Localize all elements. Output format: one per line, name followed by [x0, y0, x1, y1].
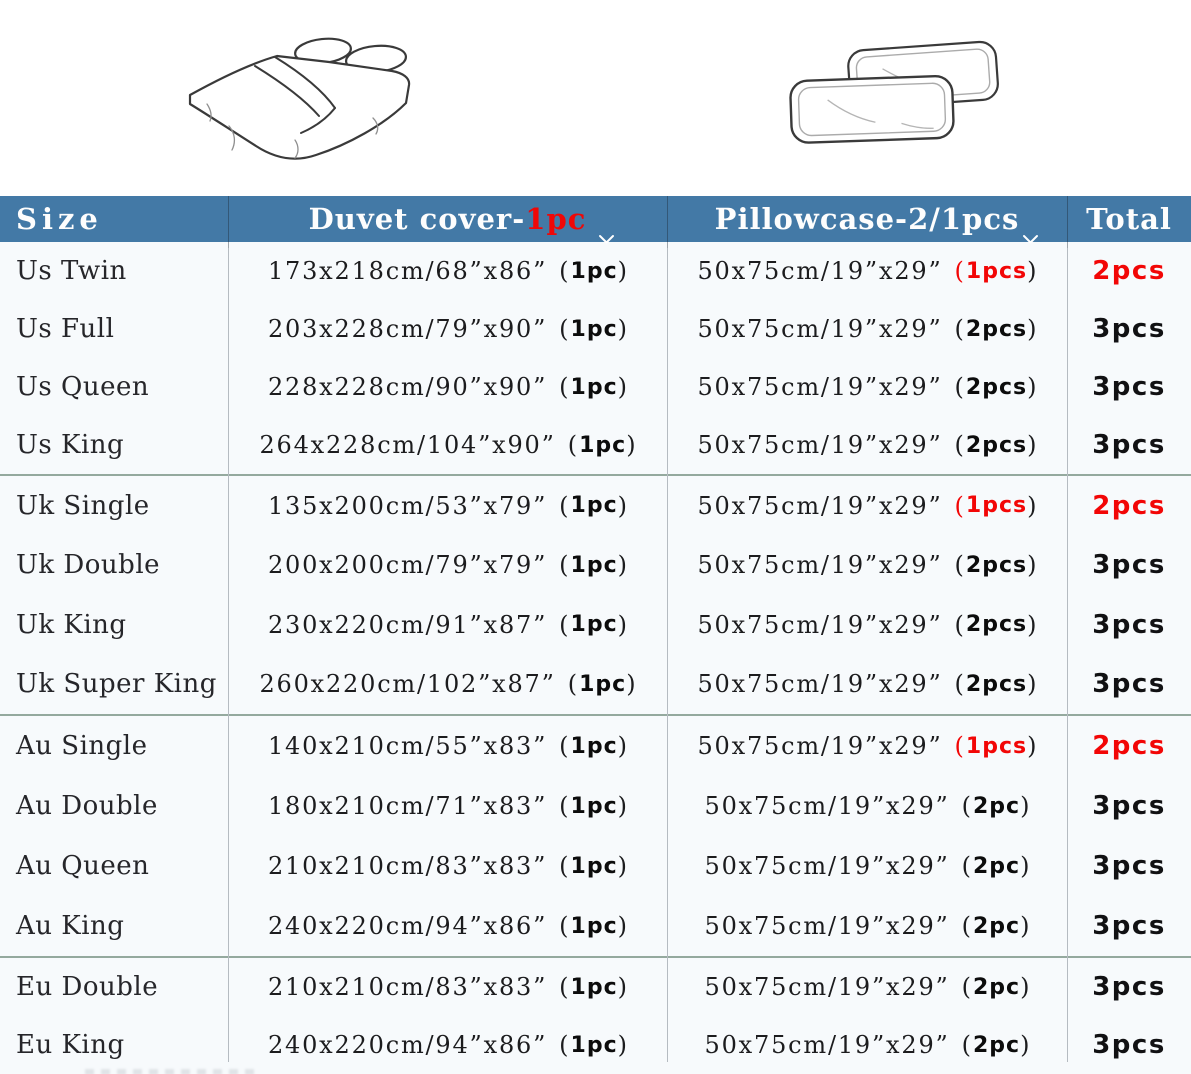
duvet-open-paren: (	[567, 431, 578, 459]
pillowcase-cell	[667, 315, 1067, 343]
section-eu	[0, 956, 1191, 1074]
duvet-close-paren: )	[617, 257, 628, 285]
duvet-cell	[228, 973, 667, 1001]
size-label: Us Twin	[16, 256, 127, 286]
total-value: 3pcs	[1092, 430, 1166, 460]
pillow-close-paren: )	[1027, 257, 1037, 285]
pillow-qty: 2pcs	[965, 671, 1028, 697]
size-cell	[0, 610, 228, 640]
bed-line-art-icon	[177, 34, 439, 168]
duvet-open-paren: (	[559, 257, 569, 285]
header-column-divider	[667, 196, 668, 248]
total-value: 3pcs	[1092, 669, 1166, 700]
total-cell	[1067, 791, 1191, 821]
duvet-close-paren: )	[617, 792, 628, 820]
pillow-open-paren: (	[954, 551, 964, 580]
duvet-open-paren: (	[567, 670, 578, 699]
pillow-close-paren: )	[1020, 1031, 1030, 1059]
table-row	[0, 358, 1191, 416]
duvet-qty: 1pc	[570, 1032, 618, 1058]
header-pillowcase-dropdown[interactable]	[667, 196, 1067, 242]
table-row	[0, 836, 1191, 896]
table-row	[0, 476, 1191, 536]
table-body	[0, 242, 1191, 1074]
pillow-qty: 2pcs	[965, 316, 1028, 342]
duvet-close-paren: )	[617, 491, 628, 520]
duvet-dimensions: 240x220cm/94”x86”	[267, 912, 548, 940]
pillowcase-cell	[667, 431, 1067, 459]
cutoff-next-line-artifact	[85, 1069, 260, 1074]
duvet-close-paren: )	[617, 973, 628, 1001]
pillow-dimensions: 50x75cm/19”x29”	[697, 315, 943, 343]
duvet-open-paren: (	[559, 973, 569, 1001]
size-label: Au King	[16, 911, 125, 941]
pillow-close-paren: )	[1027, 491, 1037, 520]
duvet-cell	[228, 792, 667, 820]
pillowcase-cell	[667, 551, 1067, 579]
duvet-close-paren: )	[617, 732, 628, 760]
duvet-qty: 1pc	[570, 733, 618, 759]
table-row	[0, 300, 1191, 358]
total-value: 3pcs	[1092, 314, 1166, 344]
pillowcase-cell	[667, 1031, 1067, 1059]
duvet-cell	[228, 551, 667, 579]
section-uk	[0, 474, 1191, 714]
size-label: Uk Double	[16, 550, 161, 581]
pillow-qty: 2pcs	[965, 612, 1028, 638]
pillow-dimensions: 50x75cm/19”x29”	[697, 373, 943, 401]
total-cell	[1067, 610, 1191, 640]
size-cell	[0, 791, 228, 821]
pillow-qty: 1pcs	[965, 258, 1028, 284]
total-value: 3pcs	[1092, 609, 1166, 640]
pillow-open-paren: (	[954, 431, 964, 459]
header-column-divider	[228, 196, 229, 248]
pillow-dimensions: 50x75cm/19”x29”	[697, 551, 943, 580]
size-label: Uk King	[16, 609, 127, 640]
total-cell	[1067, 911, 1191, 941]
pillow-close-paren: )	[1027, 732, 1037, 760]
pillow-dimensions: 50x75cm/19”x29”	[697, 732, 943, 760]
duvet-dimensions: 210x210cm/83”x83”	[267, 852, 548, 880]
duvet-open-paren: (	[559, 491, 569, 520]
header-total-label: Total	[1086, 202, 1172, 236]
pillowcase-cell	[667, 492, 1067, 520]
duvet-open-paren: (	[559, 373, 569, 401]
body-column-divider	[1067, 248, 1068, 1062]
duvet-dimensions: 240x220cm/94”x86”	[267, 1031, 548, 1059]
header-total	[1067, 196, 1191, 242]
pillow-dimensions: 50x75cm/19”x29”	[704, 852, 950, 880]
duvet-dimensions: 264x228cm/104”x90”	[259, 431, 556, 459]
total-value: 3pcs	[1092, 851, 1166, 881]
table-row	[0, 536, 1191, 596]
total-cell	[1067, 256, 1191, 286]
pillow-close-paren: )	[1027, 373, 1037, 401]
pillow-close-paren: )	[1027, 431, 1037, 459]
size-cell	[0, 372, 228, 402]
duvet-close-paren: )	[617, 912, 628, 940]
total-cell	[1067, 372, 1191, 402]
duvet-qty: 1pc	[570, 316, 618, 342]
size-cell	[0, 669, 228, 699]
pillow-close-paren: )	[1027, 551, 1037, 580]
total-value: 3pcs	[1092, 972, 1166, 1002]
pillow-open-paren: (	[954, 670, 964, 699]
duvet-dimensions: 200x200cm/79”x79”	[267, 551, 548, 580]
total-value: 3pcs	[1092, 1030, 1166, 1060]
duvet-dimensions: 135x200cm/53”x79”	[267, 491, 548, 520]
pillowcase-cell	[667, 670, 1067, 698]
size-label: Au Double	[16, 791, 158, 821]
size-cell	[0, 430, 228, 460]
body-column-divider	[228, 248, 229, 1062]
pillow-open-paren: (	[961, 1031, 971, 1059]
pillow-close-paren: )	[1027, 670, 1037, 699]
header-duvet-label: Duvet cover-	[308, 202, 526, 236]
pillowcases-illustration	[783, 36, 1012, 144]
pillow-qty: 2pc	[972, 1032, 1021, 1058]
table-row	[0, 655, 1191, 715]
duvet-qty: 1pc	[570, 612, 618, 638]
pillowcase-cell	[667, 973, 1067, 1001]
pillow-close-paren: )	[1020, 792, 1030, 820]
duvet-open-paren: (	[559, 610, 569, 639]
total-value: 3pcs	[1092, 372, 1166, 402]
pillow-open-paren: (	[961, 973, 971, 1001]
pillow-dimensions: 50x75cm/19”x29”	[697, 431, 943, 459]
table-row	[0, 416, 1191, 474]
duvet-open-paren: (	[559, 732, 569, 760]
pillow-dimensions: 50x75cm/19”x29”	[697, 670, 943, 699]
duvet-qty: 1pc	[570, 552, 618, 578]
pillow-qty: 2pcs	[965, 432, 1028, 458]
table-row	[0, 242, 1191, 300]
duvet-close-paren: )	[617, 315, 628, 343]
pillow-qty: 2pcs	[965, 552, 1028, 578]
header-column-divider	[1067, 196, 1068, 248]
pillowcases-line-art-icon	[783, 36, 1012, 144]
pillow-open-paren: (	[954, 373, 964, 401]
duvet-close-paren: )	[617, 1031, 628, 1059]
size-cell	[0, 731, 228, 761]
pillow-open-paren: (	[954, 491, 964, 520]
pillow-close-paren: )	[1027, 610, 1037, 639]
duvet-qty: 1pc	[570, 974, 618, 1000]
duvet-dimensions: 260x220cm/102”x87”	[259, 670, 556, 699]
body-column-divider	[667, 248, 668, 1062]
chevron-down-icon[interactable]	[598, 218, 615, 252]
table-row	[0, 958, 1191, 1016]
total-cell	[1067, 669, 1191, 699]
duvet-open-paren: (	[559, 315, 569, 343]
size-cell	[0, 1030, 228, 1060]
pillow-dimensions: 50x75cm/19”x29”	[697, 610, 943, 639]
size-label: Au Single	[16, 731, 148, 761]
pillow-open-paren: (	[961, 852, 971, 880]
pillow-close-paren: )	[1020, 973, 1030, 1001]
duvet-qty: 1pc	[570, 258, 618, 284]
duvet-cell	[228, 257, 667, 285]
pillow-dimensions: 50x75cm/19”x29”	[697, 491, 943, 520]
size-cell	[0, 550, 228, 580]
duvet-cell	[228, 1031, 667, 1059]
duvet-cell	[228, 852, 667, 880]
size-label: Uk Single	[16, 490, 150, 521]
duvet-dimensions: 173x218cm/68”x86”	[267, 257, 548, 285]
total-cell	[1067, 972, 1191, 1002]
pillowcase-cell	[667, 852, 1067, 880]
pillow-dimensions: 50x75cm/19”x29”	[704, 1031, 950, 1059]
size-label: Au Queen	[16, 851, 150, 881]
pillow-close-paren: )	[1020, 912, 1030, 940]
size-label: Us Queen	[16, 372, 150, 402]
size-label: Eu King	[16, 1030, 125, 1060]
duvet-close-paren: )	[626, 431, 636, 459]
duvet-qty: 1pc	[579, 432, 627, 458]
total-cell	[1067, 491, 1191, 521]
duvet-open-paren: (	[559, 912, 569, 940]
table-row	[0, 776, 1191, 836]
total-value: 2pcs	[1092, 731, 1166, 761]
pillow-open-paren: (	[954, 732, 964, 760]
total-value: 3pcs	[1092, 791, 1166, 821]
pillow-open-paren: (	[954, 257, 964, 285]
pillow-open-paren: (	[954, 315, 964, 343]
duvet-qty: 1pc	[579, 671, 627, 697]
pillow-qty: 2pc	[972, 913, 1021, 939]
size-cell	[0, 491, 228, 521]
pillow-qty: 1pcs	[965, 493, 1028, 519]
total-cell	[1067, 430, 1191, 460]
duvet-qty: 1pc	[570, 793, 618, 819]
pillow-open-paren: (	[954, 610, 964, 639]
pillowcase-cell	[667, 373, 1067, 401]
duvet-cell	[228, 912, 667, 940]
section-au	[0, 714, 1191, 956]
pillowcase-cell	[667, 792, 1067, 820]
duvet-qty: 1pc	[570, 493, 618, 519]
bed-illustration	[177, 34, 439, 168]
table-row	[0, 1016, 1191, 1074]
duvet-close-paren: )	[617, 373, 628, 401]
duvet-open-paren: (	[559, 852, 569, 880]
total-cell	[1067, 1030, 1191, 1060]
pillowcase-cell	[667, 257, 1067, 285]
pillow-open-paren: (	[961, 792, 971, 820]
total-value: 3pcs	[1092, 550, 1166, 581]
duvet-close-paren: )	[617, 551, 628, 580]
header-size-label: Size	[16, 202, 103, 236]
pillow-dimensions: 50x75cm/19”x29”	[704, 792, 950, 820]
table-row	[0, 896, 1191, 956]
pillow-qty: 2pc	[972, 853, 1021, 879]
pillow-qty: 1pcs	[965, 733, 1028, 759]
duvet-open-paren: (	[559, 792, 569, 820]
pillow-dimensions: 50x75cm/19”x29”	[704, 912, 950, 940]
duvet-cell	[228, 492, 667, 520]
duvet-close-paren: )	[617, 852, 628, 880]
duvet-cell	[228, 732, 667, 760]
pillow-dimensions: 50x75cm/19”x29”	[704, 973, 950, 1001]
size-cell	[0, 911, 228, 941]
duvet-dimensions: 203x228cm/79”x90”	[267, 315, 548, 343]
pillow-qty: 2pcs	[965, 374, 1028, 400]
total-cell	[1067, 851, 1191, 881]
table-header-row	[0, 196, 1191, 242]
pillow-dimensions: 50x75cm/19”x29”	[697, 257, 943, 285]
duvet-dimensions: 140x210cm/55”x83”	[267, 732, 548, 760]
section-us	[0, 242, 1191, 474]
pillow-qty: 2pc	[972, 974, 1021, 1000]
pillow-qty: 2pc	[972, 793, 1021, 819]
header-size	[0, 196, 228, 242]
pillowcase-cell	[667, 611, 1067, 639]
duvet-cell	[228, 431, 667, 459]
duvet-cell	[228, 611, 667, 639]
size-label: Uk Super King	[16, 669, 217, 700]
header-duvet-qty: 1pc	[525, 202, 587, 236]
table-row	[0, 595, 1191, 655]
total-cell	[1067, 731, 1191, 761]
total-value: 3pcs	[1092, 911, 1166, 941]
pillow-close-paren: )	[1027, 315, 1037, 343]
size-chart-table	[0, 196, 1191, 1074]
duvet-qty: 1pc	[570, 374, 618, 400]
pillowcase-cell	[667, 912, 1067, 940]
duvet-dimensions: 228x228cm/90”x90”	[267, 373, 548, 401]
duvet-cell	[228, 315, 667, 343]
duvet-close-paren: )	[617, 610, 628, 639]
header-pillowcase-label: Pillowcase-2/1pcs	[714, 202, 1020, 236]
pillowcase-cell	[667, 732, 1067, 760]
size-label: Us Full	[16, 314, 115, 344]
duvet-dimensions: 230x220cm/91”x87”	[267, 610, 548, 639]
duvet-dimensions: 210x210cm/83”x83”	[267, 973, 548, 1001]
size-label: Us King	[16, 430, 125, 460]
size-cell	[0, 256, 228, 286]
pillow-open-paren: (	[961, 912, 971, 940]
duvet-open-paren: (	[559, 551, 569, 580]
size-label: Eu Double	[16, 972, 159, 1002]
duvet-cell	[228, 373, 667, 401]
size-cell	[0, 314, 228, 344]
header-duvet-dropdown[interactable]	[228, 196, 667, 242]
duvet-open-paren: (	[559, 1031, 569, 1059]
chevron-down-icon[interactable]	[1022, 218, 1039, 252]
duvet-cell	[228, 670, 667, 698]
size-cell	[0, 851, 228, 881]
duvet-qty: 1pc	[570, 853, 618, 879]
total-cell	[1067, 550, 1191, 580]
duvet-qty: 1pc	[570, 913, 618, 939]
size-cell	[0, 972, 228, 1002]
duvet-close-paren: )	[626, 670, 636, 699]
total-cell	[1067, 314, 1191, 344]
duvet-dimensions: 180x210cm/71”x83”	[267, 792, 548, 820]
table-row	[0, 716, 1191, 776]
total-value: 2pcs	[1092, 256, 1166, 286]
pillow-close-paren: )	[1020, 852, 1030, 880]
total-value: 2pcs	[1092, 490, 1166, 521]
